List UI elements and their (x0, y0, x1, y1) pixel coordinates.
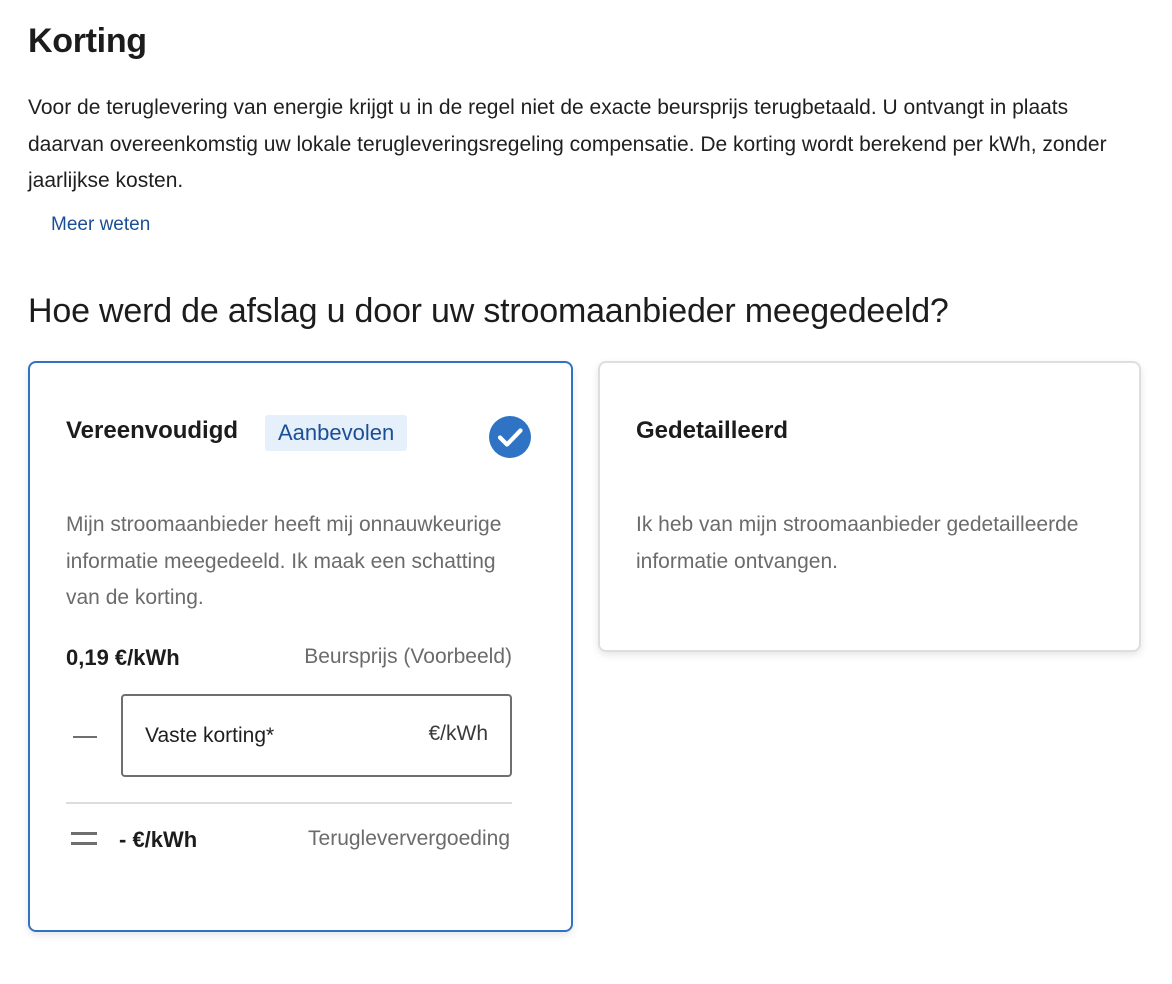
option-description: Mijn stroomaanbieder heeft mij onnauwkeurige informatie meegedeeld. Ik maak een schatting van de korting. (66, 513, 502, 609)
fixed-discount-unit: €/kWh (428, 722, 488, 745)
option-card-simplified[interactable] (28, 361, 573, 932)
equals-icon (71, 832, 97, 846)
option-card-detailed[interactable] (598, 361, 1141, 652)
intro-text: Voor de teruglevering van energie krijgt u in de regel niet de exacte beursprijs terugbetaald. U ontvangt in plaats daarvan overeenkomstig uw lokale terugleveringsregeling compensatie. De korting wordt berekend per kWh, zonder jaarlijkse kosten. (28, 96, 1107, 192)
minus-icon (73, 736, 97, 738)
question-heading: Hoe werd de afslag u door uw stroomaanbieder meegedeeld? (28, 292, 949, 330)
option-title: Vereenvoudigd (66, 417, 239, 444)
feed-in-label: Terugleververgoeding (308, 827, 510, 850)
option-description: Ik heb van mijn stroomaanbieder gedetailleerde informatie ontvangen. (636, 513, 1079, 573)
fixed-discount-input[interactable] (121, 694, 512, 777)
check-circle-icon (489, 416, 531, 458)
market-price-row (66, 645, 512, 675)
divider (66, 802, 512, 804)
learn-more-link[interactable]: Meer weten (51, 214, 151, 235)
feed-in-value: - €/kWh (119, 827, 198, 852)
market-price-value: 0,19 €/kWh (66, 645, 180, 670)
section-title: Korting (28, 22, 147, 60)
fixed-discount-label: Vaste korting* (145, 724, 275, 747)
recommended-badge: Aanbevolen (265, 415, 407, 451)
market-price-label: Beursprijs (Voorbeeld) (304, 645, 512, 668)
option-title: Gedetailleerd (636, 417, 789, 444)
